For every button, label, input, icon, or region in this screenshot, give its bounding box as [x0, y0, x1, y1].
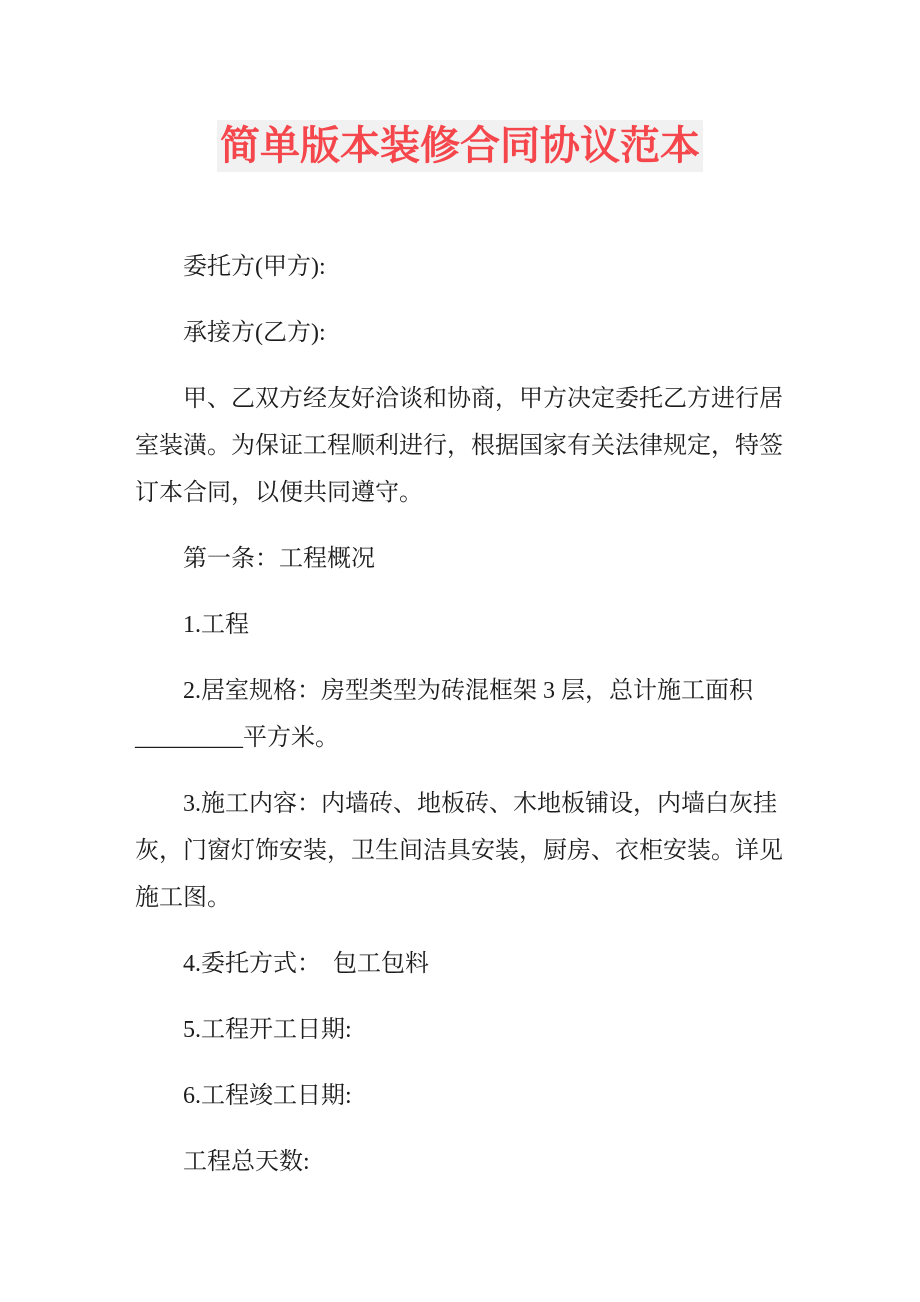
paragraph — [135, 536, 785, 583]
text-line: 第一条：工程概况 — [183, 546, 375, 572]
text-line: 订本合同，以便共同遵守。 — [135, 480, 423, 506]
text-line: 工程总天数: — [183, 1149, 310, 1175]
text-line: 施工图。 — [135, 885, 231, 911]
paragraph — [135, 781, 785, 922]
paragraph — [135, 310, 785, 357]
paragraph — [135, 244, 785, 291]
paragraph — [135, 602, 785, 649]
paragraph — [135, 668, 785, 762]
text-line: 5.工程开工日期: — [183, 1017, 352, 1043]
document-title — [135, 120, 785, 172]
text-line: 2.居室规格：房型类型为砖混框架 3 层，总计施工面积 — [183, 678, 753, 704]
text-line: 甲、乙双方经友好洽谈和协商，甲方决定委托乙方进行居 — [183, 386, 783, 412]
text-line: 承接方(乙方): — [183, 320, 326, 346]
text-line: 6.工程竣工日期: — [183, 1083, 352, 1109]
paragraph — [135, 941, 785, 988]
document-body — [135, 244, 785, 1186]
text-line: _________平方米。 — [135, 725, 339, 751]
text-line: 灰，门窗灯饰安装，卫生间洁具安装，厨房、衣柜安装。详见 — [135, 838, 783, 864]
paragraph — [135, 376, 785, 517]
paragraph — [135, 1073, 785, 1120]
text-line: 委托方(甲方): — [183, 254, 326, 280]
document-title-text: 简单版本装修合同协议范本 — [217, 120, 703, 172]
text-line: 3.施工内容：内墙砖、地板砖、木地板铺设，内墙白灰挂 — [183, 791, 777, 817]
text-line: 1.工程 — [183, 612, 249, 638]
paragraph — [135, 1007, 785, 1054]
text-line: 4.委托方式： 包工包料 — [183, 951, 429, 977]
text-line: 室装潢。为保证工程顺利进行，根据国家有关法律规定，特签 — [135, 433, 783, 459]
paragraph — [135, 1139, 785, 1186]
